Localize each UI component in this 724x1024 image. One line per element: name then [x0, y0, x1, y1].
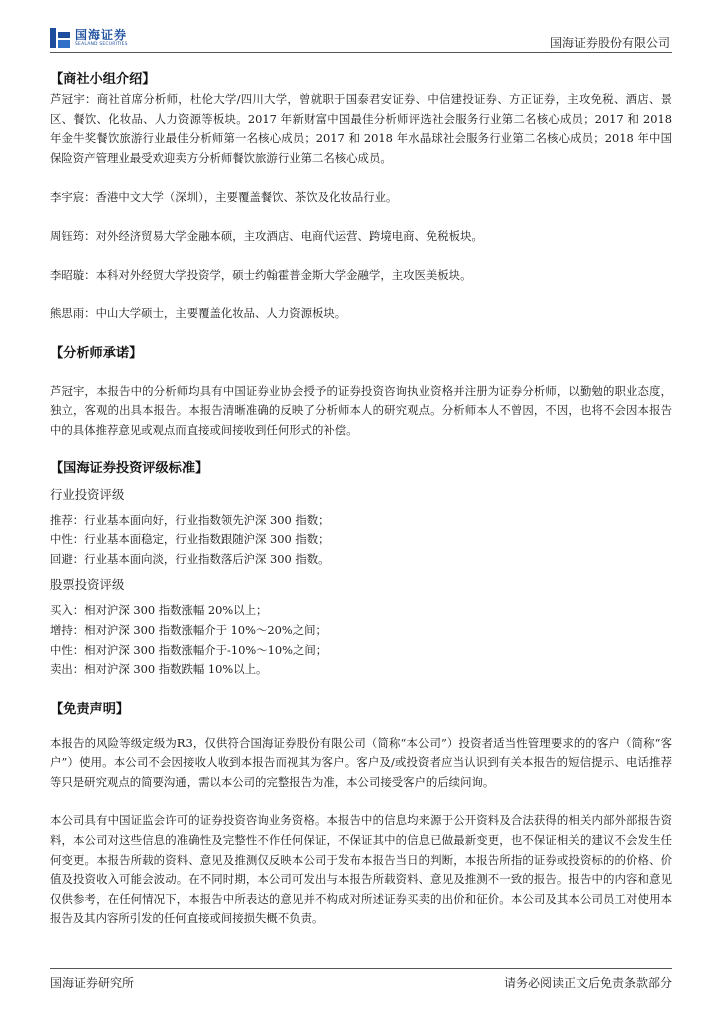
stock-rating-heading: 股票投资评级 [50, 577, 125, 593]
industry-rating-heading: 行业投资评级 [50, 486, 125, 502]
commitment-text: 芦冠宇，本报告中的分析师均具有中国证券业协会授予的证券投资咨询执业资格并注册为证券分析师，以勤勉的职业态度，独立，客观的出具本报告。本报告清晰准确的反映了分析师本人的研究观点。分析师本人不曾因，不因，也将不会因本报告中的具体推荐意见或观点而直接或间接收到任何形式的补偿。 [50, 383, 672, 437]
logo-text-en: SEALAND SECURITIES [75, 41, 128, 47]
team-section-title: 【商社小组介绍】 [50, 72, 156, 87]
page-content [50, 70, 672, 929]
team-member-lu: 芦冠宇：商社首席分析师，杜伦大学/四川大学，曾就职于国泰君安证券、中信建投证券、方正证券，主攻免税、酒店、景区、餐饮、化妆品、人力资源等板块。2017 年新财富中国最佳分析师评选社会服务行业第二名核心成员；2017 和 2018 年金牛奖餐饮旅游行业最佳分析师第一名核心成员；2017 和 2018 年水晶球社会服务行业第二名核心成员；2018 年中国保险资产管理业最受欢迎卖方分析师餐饮旅游行业第二名核心成员。 [50, 92, 672, 165]
commitment-section-title: 【分析师承诺】 [50, 345, 143, 361]
company-logo [50, 28, 128, 48]
stock-rating-item: 增持：相对沪深 300 指数涨幅介于 10%～20%之间； [50, 622, 327, 637]
industry-rating-item: 中性：行业基本面稳定，行业指数跟随沪深 300 指数； [50, 532, 330, 547]
logo-mark-icon [50, 28, 70, 48]
team-member-li-yuchen: 李宇宸：香港中文大学（深圳），主要覆盖餐饮、茶饮及化妆品行业。 [50, 190, 398, 205]
page-header [50, 26, 672, 52]
team-member-li-zhaoxuan: 李昭璇：本科对外经贸大学投资学，硕士约翰霍普金斯大学金融学，主攻医美板块。 [50, 267, 472, 282]
footer-disclaimer-note: 请务必阅读正文后免责条款部分 [503, 976, 672, 990]
industry-rating-item: 回避：行业基本面向淡，行业指数落后沪深 300 指数。 [50, 551, 330, 566]
stock-rating-item: 中性：相对沪深 300 指数涨幅介于-10%～10%之间； [50, 642, 328, 657]
footer-divider [50, 968, 672, 969]
stock-rating-item: 买入：相对沪深 300 指数涨幅 20%以上； [50, 603, 268, 618]
header-divider [50, 52, 672, 53]
industry-rating-list [50, 511, 672, 570]
rating-section-title: 【国海证券投资评级标准】 [50, 460, 209, 476]
disclaimer-section-title: 【免责声明】 [50, 701, 130, 717]
footer-institute: 国海证券研究所 [50, 976, 135, 990]
stock-rating-list [50, 601, 672, 679]
stock-rating-item: 卖出：相对沪深 300 指数跌幅 10%以上。 [50, 662, 268, 677]
header-company-name: 国海证券股份有限公司 [549, 36, 670, 50]
industry-rating-item: 推荐：行业基本面向好，行业指数领先沪深 300 指数； [50, 512, 330, 527]
disclaimer-paragraph-2: 本公司具有中国证监会许可的证券投资咨询业务资格。本报告中的信息均来源于公开资料及合法获得的相关内部外部报告资料，本公司对这些信息的准确性及完整性不作任何保证，不保证其中的信息已做最新变更，也不保证相关的建议不会发生任何变更。本报告所载的资料、意见及推测仅反映本公司于发布本报告当日的判断，本报告所指的证券或投资标的的价格、价值及投资收入可能会波动。在不同时期，本公司可发出与本报告所载资料、意见及推测不一致的报告。报告中的内容和意见仅供参考，在任何情况下，本报告中所表达的意见并不构成对所述证券买卖的出价和征价。本公司及其本公司员工对使用本报告及其内容所引发的任何直接或间接损失概不负责。 [50, 813, 672, 926]
team-member-xiong: 熊思雨：中山大学硕士，主要覆盖化妆品、人力资源板块。 [50, 306, 347, 321]
disclaimer-paragraph-1: 本报告的风险等级定级为R3，仅供符合国海证券股份有限公司（简称“本公司”）投资者适当性管理要求的的客户（简称“客户”）使用。本公司不会因接收人收到本报告而视其为客户。客户及/或投资者应当认识到有关本报告的短信提示、电话推荐等只是研究观点的简要沟通，需以本公司的完整报告为准，本公司接受客户的后续问询。 [50, 735, 672, 789]
team-member-zhou: 周钰筠：对外经济贸易大学金融本硕，主攻酒店、电商代运营、跨境电商、免税板块。 [50, 228, 483, 243]
logo-text-cn: 国海证券 [75, 27, 128, 42]
